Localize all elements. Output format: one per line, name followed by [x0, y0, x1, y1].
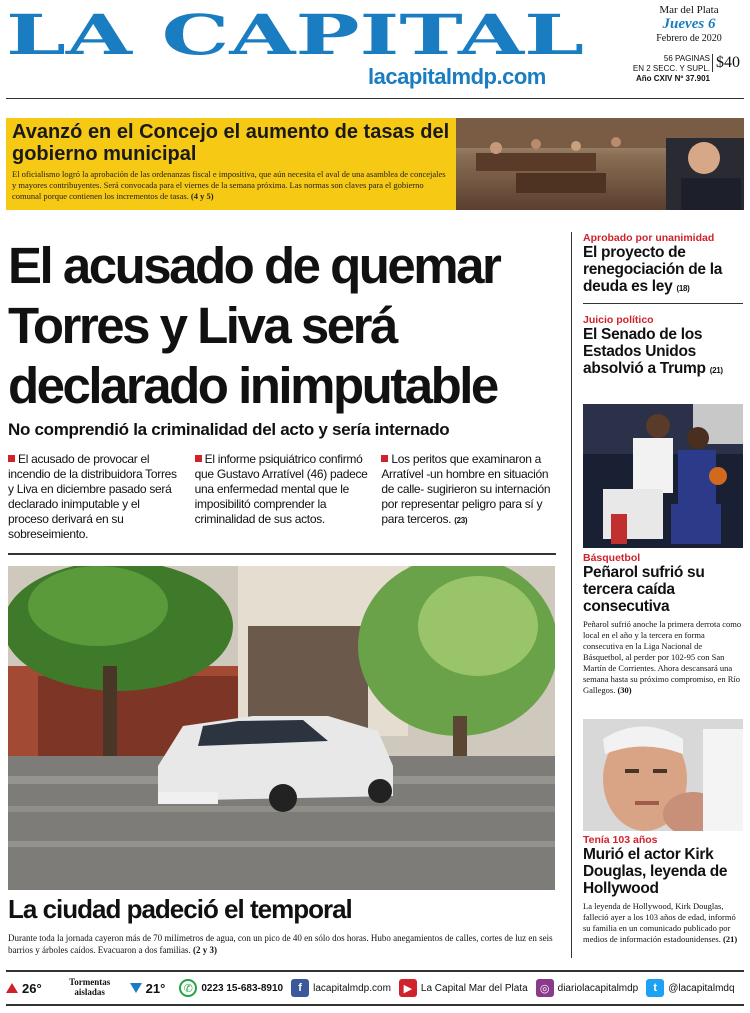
side-story-kirk[interactable] [583, 834, 743, 945]
whatsapp-icon: ✆ [179, 979, 197, 997]
temp-low: 21° [130, 981, 166, 996]
sidebar [583, 232, 743, 377]
page-ref: (2 y 3) [192, 944, 217, 955]
divider [6, 98, 744, 99]
main-story-columns [8, 452, 556, 542]
facebook-link[interactable]: f lacapitalmdp.com [291, 979, 391, 997]
city-label: Mar del Plata [659, 4, 719, 16]
twitter-icon: t [646, 979, 664, 997]
kicker: Tenía 103 años [583, 834, 658, 846]
main-headline[interactable]: El acusado de quemar Torres y Liva será declarado inimputable [8, 237, 500, 415]
newspaper-logo[interactable] [6, 8, 586, 60]
whatsapp-contact[interactable]: ✆ 0223 15-683-8910 [179, 979, 283, 997]
flood-headline[interactable]: La ciudad padeció el temporal [8, 894, 352, 924]
page-ref: (4 y 5) [190, 191, 214, 202]
page-ref: (21) [709, 366, 723, 376]
banner-headline[interactable]: Avanzó en el Concejo el aumento de tasas del gobierno municipal [12, 121, 450, 165]
date-label: Febrero de 2020 [656, 32, 722, 44]
weather-label: Tormentas aisladas [69, 977, 111, 997]
logo-text: LA CAPITAL [6, 8, 584, 60]
pages-count: 56 PAGINAS [663, 54, 710, 63]
issue-number: Año CXIV Nº 37.901 [635, 74, 710, 83]
kirk-douglas-photo[interactable] [583, 719, 743, 831]
basketball-photo[interactable] [583, 404, 743, 548]
day-label: Jueves 6 [662, 16, 716, 33]
instagram-link[interactable]: ◎ diariolacapitalmdp [536, 979, 639, 997]
kicker: Básquetbol [583, 552, 641, 564]
divider [583, 303, 743, 304]
side-story-trump[interactable] [583, 314, 743, 377]
footer-bar [6, 970, 744, 1006]
instagram-icon: ◎ [536, 979, 554, 997]
divider [8, 553, 556, 555]
date-block [630, 4, 748, 44]
side-headline[interactable]: Murió el actor Kirk Douglas, leyenda de Hollywood [583, 846, 728, 898]
youtube-link[interactable]: ▶ La Capital Mar del Plata [399, 979, 528, 997]
side-body: Peñarol sufrió anoche la primera derrota como local en el año y la tercera en forma consecutiva en la Liga Nacional de Básquetbol, al perder por 102-95 con San Martín de Corrientes. Ahora descansará una semana hasta su próximo compromiso, en Río Gallegos. (30) [583, 619, 742, 696]
story-column: Los peritos que examinaron a Arratível -un hombre en situación de calle- sugirieron su internación por representar peligro para sí y para terceros. (23) [381, 452, 551, 526]
side-headline[interactable]: El Senado de los Estados Unidos absolvió a Trump (21) [583, 326, 723, 378]
temp-high: 26° [6, 981, 42, 996]
masthead [0, 0, 750, 98]
arrow-down-icon [130, 983, 142, 993]
edition-info [630, 54, 710, 84]
bullet-square-icon [195, 455, 202, 462]
supplements-info: EN 2 SECC. Y SUPL. [632, 64, 710, 73]
facebook-icon: f [291, 979, 309, 997]
arrow-up-icon [6, 983, 18, 993]
banner-story[interactable] [6, 118, 744, 210]
page-ref: (21) [722, 934, 738, 945]
kicker: Aprobado por unanimidad [583, 232, 715, 244]
side-headline[interactable]: Peñarol sufrió su tercera caída consecutiva [583, 564, 705, 616]
council-session-photo[interactable] [456, 118, 744, 210]
story-column: El informe psiquiátrico confirmó que Gustavo Arratível (46) padece una enfermedad mental que le imposibilitó comprender la criminalidad de sus actos. [194, 452, 368, 526]
twitter-link[interactable]: t @lacapitalmdq [646, 979, 734, 997]
website-link[interactable]: lacapitalmdp.com [368, 64, 546, 89]
side-story-penarol[interactable] [583, 552, 743, 696]
side-headline[interactable]: El proyecto de renegociación de la deuda es ley (18) [583, 244, 723, 296]
story-column: El acusado de provocar el incendio de la distribuidora Torres y Liva en diciembre pasado será declarado inimputable y el proceso derivará en su sobreseimiento. [8, 452, 177, 541]
main-subhead: No comprendió la criminalidad del acto y sería internado [8, 420, 450, 439]
flood-photo[interactable] [8, 566, 555, 890]
banner-text [6, 118, 456, 210]
column-divider [571, 232, 572, 958]
kicker: Juicio político [583, 314, 654, 327]
banner-body: El oficialismo logró la aprobación de las ordenanzas fiscal e impositiva, que aún necesita el aval de una asamblea de concejales y mayores contribuyentes. Será convocada para el viernes de la semana próxima. Las normas son claves para el gobierno comunal porque contienen los incrementos de tasas. (4 y 5) [12, 169, 446, 202]
page-ref: (23) [454, 516, 468, 525]
bullet-square-icon [381, 455, 388, 462]
side-body: La leyenda de Hollywood, Kirk Douglas, falleció ayer a los 103 años de edad, informó su familia en un comunicado publicado por medios de información estadounidenses. (21) [583, 901, 738, 945]
page-ref: (30) [617, 685, 632, 696]
flood-body: Durante toda la jornada cayeron más de 70 milímetros de agua, con un pico de 40 en sólo dos horas. Hubo anegamientos de calles, cortes de luz en seis barrios y árboles caídos. Evacuaron a dos familias. (2 y 3) [8, 933, 553, 955]
bullet-square-icon [8, 455, 15, 462]
side-story-debt[interactable] [583, 232, 743, 295]
page-ref: (18) [676, 284, 690, 294]
price-label: $40 [712, 54, 750, 72]
youtube-icon: ▶ [399, 979, 417, 997]
